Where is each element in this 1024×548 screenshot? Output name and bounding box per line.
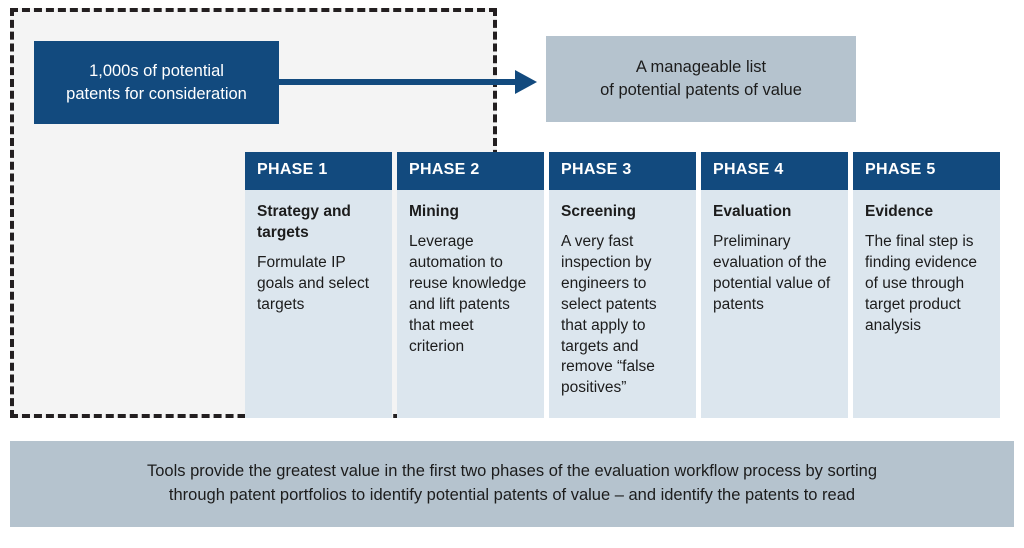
phase-text-2: Leverage automation to reuse knowledge and lift patents that meet criterion — [409, 232, 527, 355]
phase-text-1: Formulate IP goals and select targets — [257, 253, 370, 313]
phase-body-4 — [701, 190, 848, 418]
phase-body-5 — [853, 190, 1000, 418]
phase-header-4: PHASE 4 — [701, 152, 848, 190]
phase-column-4 — [701, 152, 848, 418]
phase-header-5: PHASE 5 — [853, 152, 1000, 190]
flow-arrow-line — [279, 79, 519, 85]
phase-title-4: Evaluation — [713, 203, 792, 220]
phase-column-2 — [397, 152, 544, 418]
input-volume-line-1: 1,000s of potential — [89, 62, 224, 81]
footer-summary-banner — [10, 441, 1014, 527]
output-result-line-1: A manageable list — [635, 57, 767, 76]
phase-text-5: The final step is finding evidence of use through target product analysis — [865, 232, 978, 334]
phase-columns — [245, 152, 1000, 418]
phase-body-1 — [245, 190, 392, 418]
phase-title-5: Evidence — [865, 203, 934, 220]
phase-title-1: Strategy and targets — [257, 203, 351, 241]
phase-text-3: A very fast inspection by engineers to select patents that apply to targets and remove “false positives” — [561, 232, 657, 397]
phase-header-2: PHASE 2 — [397, 152, 544, 190]
phase-title-3: Screening — [561, 203, 636, 220]
input-volume-line-2: patents for consideration — [66, 84, 247, 103]
input-volume-box — [34, 41, 279, 124]
phase-header-1: PHASE 1 — [245, 152, 392, 190]
flow-arrow-head-icon — [515, 70, 537, 94]
phase-title-2: Mining — [409, 203, 459, 220]
flow-arrow — [279, 70, 543, 95]
phase-column-3 — [549, 152, 696, 418]
footer-summary-line-2: through patent portfolios to identify potential patents of value – and identify the patents to read — [168, 486, 856, 504]
phase-body-3 — [549, 190, 696, 418]
phase-body-2 — [397, 190, 544, 418]
output-result-line-2: of potential patents of value — [600, 81, 802, 99]
output-result-box — [546, 36, 856, 122]
phase-column-5 — [853, 152, 1000, 418]
phase-header-3: PHASE 3 — [549, 152, 696, 190]
phase-text-4: Preliminary evaluation of the potential value of patents — [713, 232, 831, 313]
footer-summary-line-1: Tools provide the greatest value in the first two phases of the evaluation workflow process by sorting — [146, 462, 878, 481]
phase-column-1 — [245, 152, 392, 418]
